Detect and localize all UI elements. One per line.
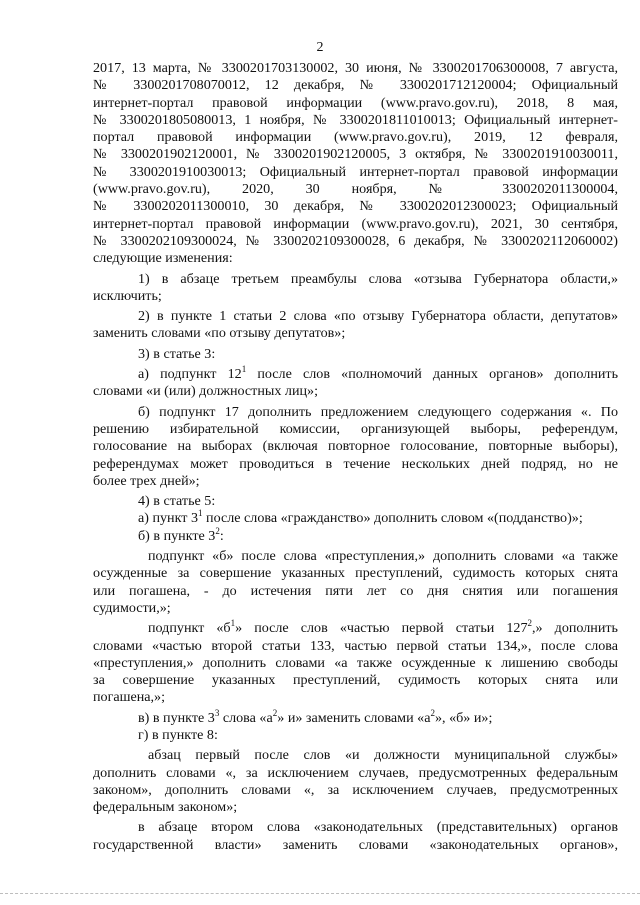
item-1-line: исключить; — [93, 287, 162, 304]
text-line: следующие изменения: — [93, 250, 233, 267]
item-4v-line — [93, 707, 618, 727]
item-3b-line: референдумах может проводиться в течение нескольких дней подряд, но не — [93, 455, 618, 472]
superscript: 1 — [198, 508, 203, 519]
superscript: 2 — [215, 525, 220, 536]
item-4b-heading — [93, 525, 618, 545]
item-2-line: 2) в пункте 1 статьи 2 слова «по отзыву Губернатора области, депутатов» — [138, 308, 618, 325]
item-3b-line: более трех дней»; — [93, 472, 200, 489]
item-4g-para1-line: абзац первый после слов «и должности муниципальной службы» — [148, 747, 618, 764]
item-4b-text: : — [219, 527, 224, 544]
text-line: № 3300201708070012, 12 декабря, № 3300201712120004; Официальный — [93, 77, 618, 94]
item-4b-sub-line: подпункт «б» после слова «преступления,» дополнить словами «а также — [148, 548, 618, 565]
item-3a-line: словами «и (или) должностных лиц»; — [93, 383, 319, 400]
superscript: 2 — [272, 707, 278, 718]
item-4b-sub2-text: подпункт «б — [148, 620, 231, 637]
item-4g-heading: г) в пункте 8: — [138, 726, 218, 743]
text-line: № 3300201805080013, 1 ноября, № 3300201811010013; Официальный интернет- — [93, 111, 618, 128]
item-4g-para1-line: законом», дополнить словами «, за исключением случаев, предусмотренных — [93, 781, 618, 798]
item-4a-line — [93, 510, 618, 527]
item-4v-text: слова «а — [219, 709, 273, 726]
item-3b-line: решению избирательной комиссии, организующей выборы, референдум, — [93, 420, 618, 437]
superscript: 2 — [527, 618, 533, 629]
item-4a-text: после слова «гражданство» дополнить словом «(подданство)»; — [202, 510, 583, 527]
item-4b-sub-line: осужденные за совершение указанных преступлений, судимость которых снята — [93, 565, 618, 582]
text-line: № 3300201910030013; Официальный интернет-портал правовой информации — [93, 163, 618, 180]
superscript: 3 — [214, 707, 220, 718]
item-3-heading: 3) в статье 3: — [138, 345, 216, 362]
item-4b-sub-line: или погашена, - до истечения пяти лет со дня снятия или погашения — [93, 582, 618, 599]
superscript: 2 — [430, 707, 435, 718]
text-line: № 3300202109300024, № 3300202109300028, 6 декабря, № 3300202112060002) — [93, 232, 618, 249]
item-4b-sub2-text: ,» дополнить — [532, 620, 618, 637]
item-4v-text: » и» заменить словами «а — [277, 709, 431, 726]
text-line: интернет-портал правовой информации (www.pravo.gov.ru), 2021, 30 сентября, — [93, 215, 618, 232]
item-4v-text: в) в пункте 3 — [138, 709, 215, 726]
item-1-line: 1) в абзаце третьем преамбулы слова «отзыва Губернатора области,» — [138, 270, 618, 287]
item-3a-text: а) подпункт 12 — [138, 366, 242, 383]
item-4a-text: а) пункт 3 — [138, 510, 198, 527]
superscript: 1 — [230, 618, 236, 629]
item-4b-sub2-line: за совершение указанных преступлений, судимость которых снята или — [93, 672, 618, 689]
item-2-line: заменить словами «по отзыву депутатов»; — [93, 325, 346, 342]
item-4b-text: б) в пункте 3 — [138, 527, 216, 544]
item-4b-sub2-line — [93, 620, 618, 637]
document-body — [93, 60, 618, 854]
item-3a-line — [93, 366, 618, 383]
item-4-heading: 4) в статье 5: — [138, 493, 216, 510]
item-4b-sub2-line: словами «частью второй статьи 133, частью первой статьи 134,», после слова — [93, 637, 618, 654]
item-4g-para2-line: в абзаце втором слова «законодательных (представительных) органов — [138, 819, 618, 836]
item-3b-line: голосование на выборах (включая повторное голосование, повторные выборы), — [93, 438, 618, 455]
item-3b-line: б) подпункт 17 дополнить предложением следующего содержания «. По — [138, 403, 618, 420]
item-4g-para2-line: государственной власти» заменить словами «законодательных органов», — [93, 836, 618, 853]
item-4b-sub2-text: » после слов «частью первой статьи 127 — [235, 620, 528, 637]
item-4b-sub2-line: погашена,»; — [93, 689, 166, 706]
item-4g-para1-line: дополнить словами «, за исключением случаев, предусмотренных федеральным — [93, 764, 618, 781]
text-line: интернет-портал правовой информации (www.pravo.gov.ru), 2018, 8 мая, — [93, 94, 618, 111]
superscript: 1 — [241, 364, 247, 375]
item-4b-sub-line: судимости,»; — [93, 599, 171, 616]
item-4g-para1-line: федеральным законом»; — [93, 799, 238, 816]
text-line: портал правовой информации (www.pravo.gov.ru), 2019, 12 февраля, — [93, 129, 618, 146]
item-3a-text: после слов «полномочий данных органов» дополнить — [246, 366, 618, 383]
scan-edge-divider — [0, 893, 640, 894]
item-4v-text: », «б» и»; — [434, 709, 493, 726]
page-number: 2 — [316, 40, 324, 55]
text-line: № 3300201902120001, № 3300201902120005, 3 октября, № 3300201910030011, — [93, 146, 618, 163]
text-line: 2017, 13 марта, № 3300201703130002, 30 июня, № 3300201706300008, 7 августа, — [93, 60, 618, 76]
item-4b-sub2-line: «преступления,» дополнить словами «а также осужденные к лишению свободы — [93, 654, 618, 671]
text-line: (www.pravo.gov.ru), 2020, 30 ноября, № 3300202011300004, — [93, 181, 618, 198]
text-line: № 3300202011300010, 30 декабря, № 3300202012300023; Официальный — [93, 198, 618, 215]
